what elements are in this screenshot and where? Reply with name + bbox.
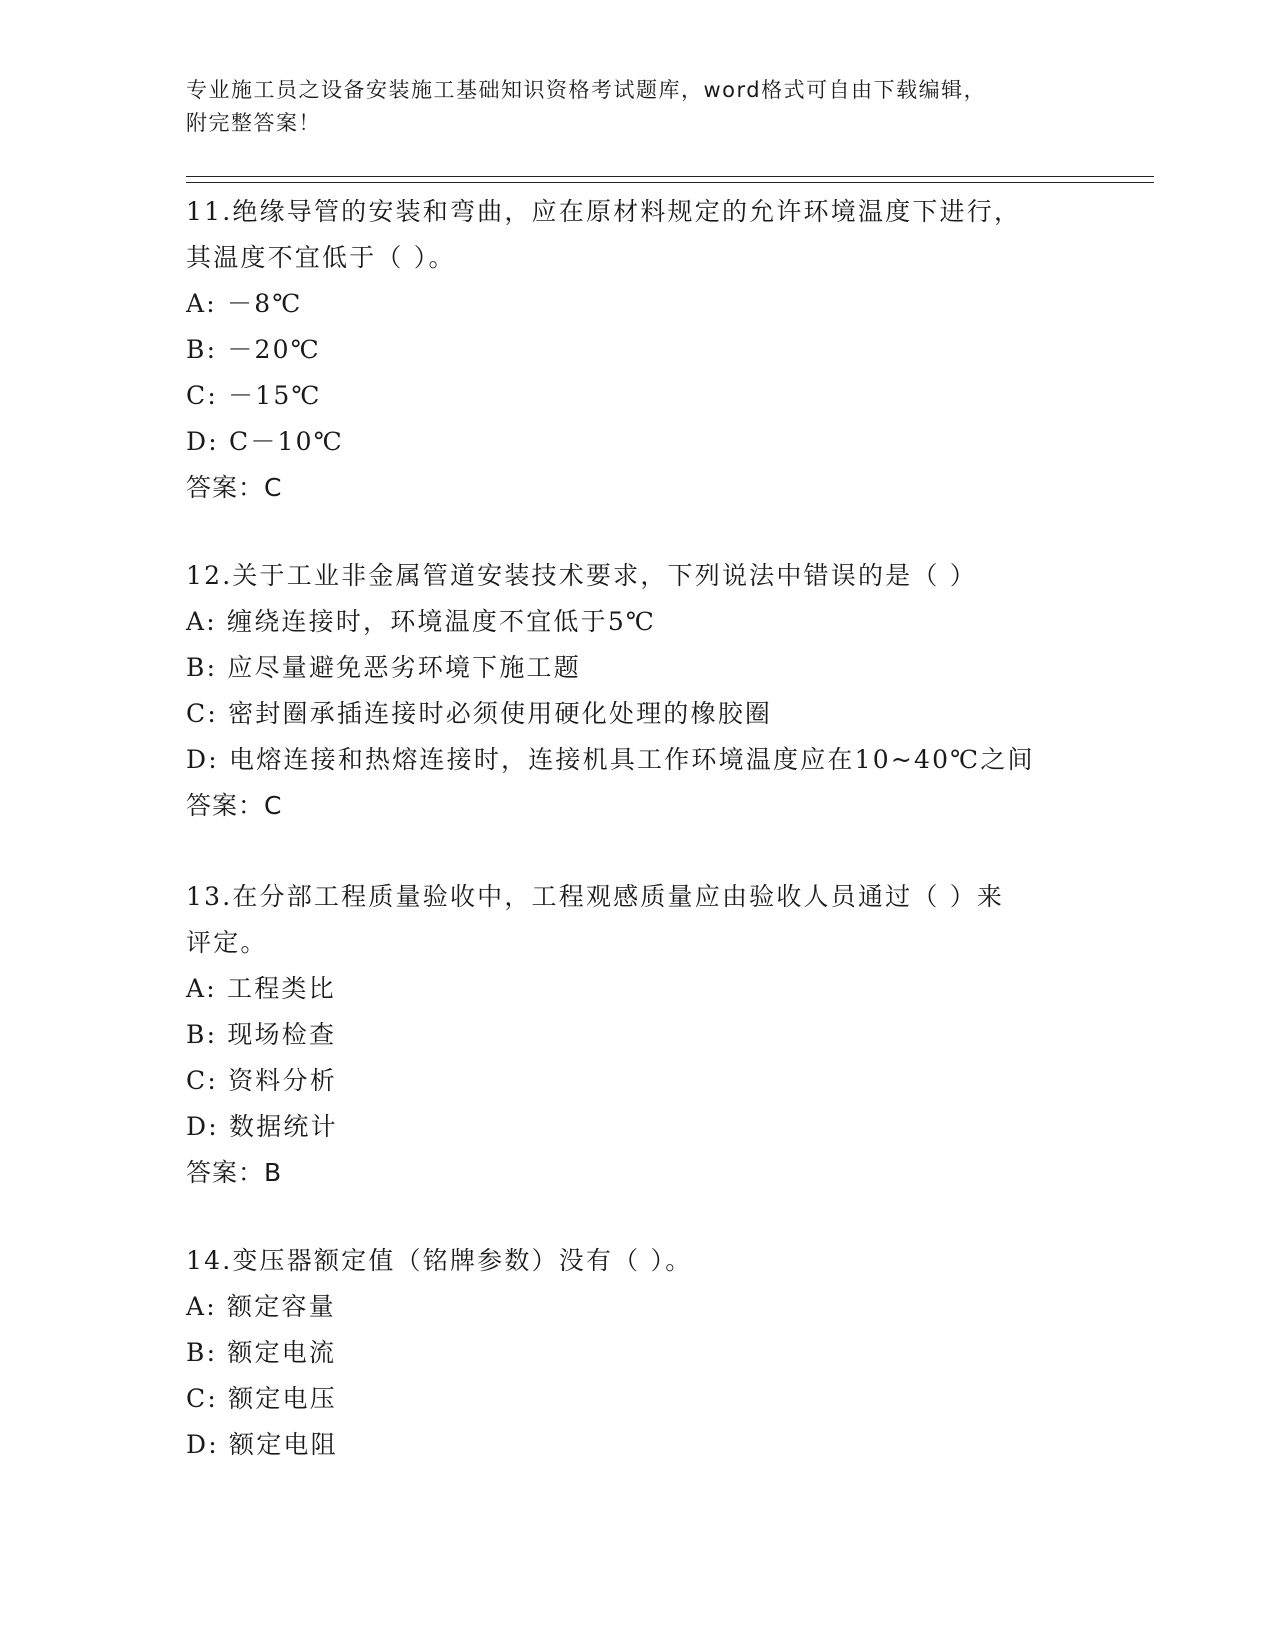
question-stem: 13.在分部工程质量验收中，工程观感质量应由验收人员通过（ ）来 [186,882,1005,911]
option-c: C: 额定电压 [186,1384,337,1413]
option-a: A: 额定容量 [186,1292,336,1321]
document-header [186,74,1066,140]
question-stem-continued: 评定。 [186,928,268,957]
option-b: B: 现场检查 [186,1020,337,1049]
question-14 [186,1238,1086,1468]
option-c: C: 密封圈承插连接时必须使用硬化处理的橡胶圈 [186,699,773,728]
option-d: D: 电熔连接和热熔连接时，连接机具工作环境温度应在10~40℃之间 [186,745,1035,774]
option-a: A: －8℃ [186,289,303,318]
option-a: A: 缠绕连接时，环境温度不宜低于5℃ [186,607,657,636]
answer: 答案：C [186,791,283,820]
header-line-2: 附完整答案！ [186,111,321,135]
option-c: C: 资料分析 [186,1066,337,1095]
question-stem-continued: 其温度不宜低于（ ）。 [186,243,456,272]
option-b: B: －20℃ [186,335,321,364]
option-d: D: 数据统计 [186,1112,338,1141]
question-stem: 11.绝缘导管的安装和弯曲，应在原材料规定的允许环境温度下进行， [186,197,1022,226]
question-stem: 12.关于工业非金属管道安装技术要求，下列说法中错误的是（ ） [186,561,977,590]
option-d: D: 额定电阻 [186,1430,338,1459]
header-line-1: 专业施工员之设备安装施工基础知识资格考试题库，word格式可自由下载编辑， [186,78,987,102]
header-divider-bottom [186,182,1154,183]
option-d: D: C－10℃ [186,427,344,456]
header-divider-top [186,176,1154,177]
question-12 [186,553,1086,829]
question-13 [186,874,1086,1196]
option-b: B: 应尽量避免恶劣环境下施工题 [186,653,581,682]
answer: 答案：B [186,1158,283,1187]
question-11 [186,189,1086,511]
option-c: C: －15℃ [186,381,322,410]
option-b: B: 额定电流 [186,1338,337,1367]
option-a: A: 工程类比 [186,974,336,1003]
question-stem: 14.变压器额定值（铭牌参数）没有（ ）。 [186,1246,693,1275]
answer: 答案：C [186,473,283,502]
